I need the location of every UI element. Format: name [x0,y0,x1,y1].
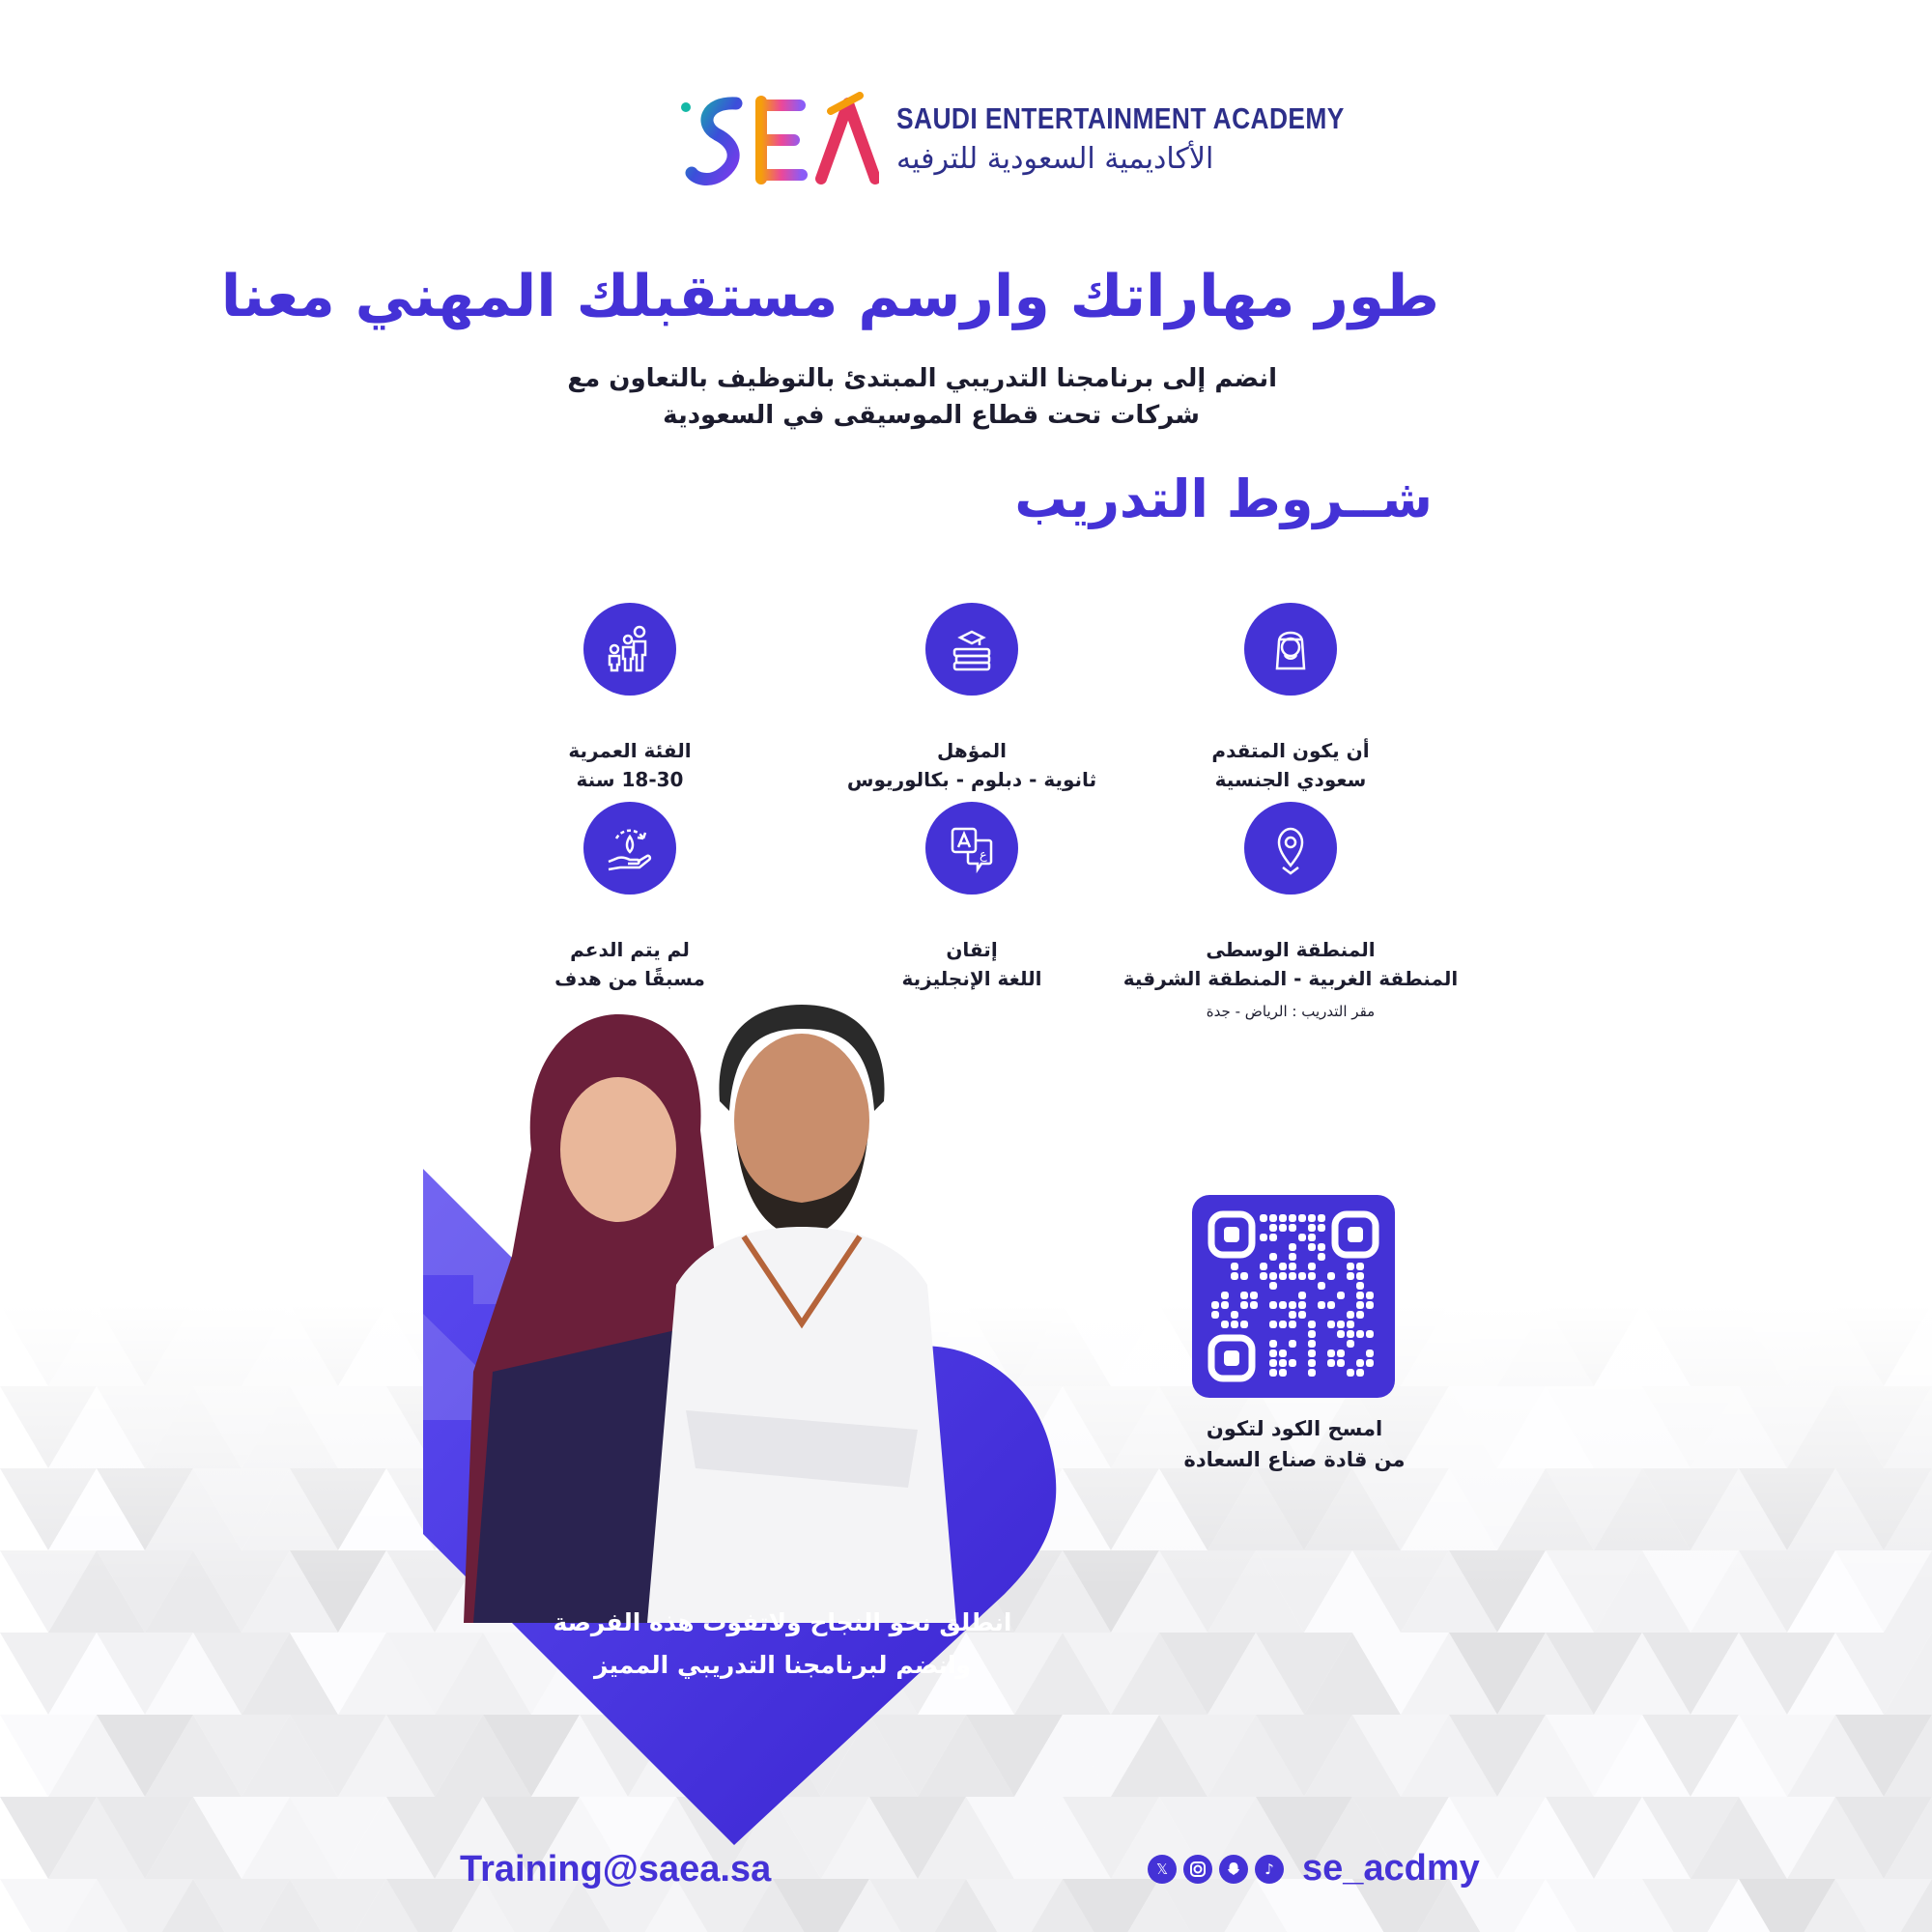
qr-module [1279,1359,1287,1367]
qr-module [1289,1311,1296,1319]
qr-module [1269,1282,1277,1290]
qr-module [1356,1359,1364,1367]
qr-module [1356,1272,1364,1280]
qr-module [1289,1224,1296,1232]
qr-module [1318,1282,1325,1290]
hero-call-to-action [541,1602,1024,1687]
qr-module [1279,1263,1287,1270]
qr-module [1308,1340,1316,1348]
qr-caption-line-2: من قادة صناع السعادة [1183,1448,1406,1471]
qr-module [1269,1214,1277,1222]
qr-module [1221,1301,1229,1309]
qr-module [1250,1292,1258,1299]
qr-module [1356,1301,1364,1309]
qr-module [1356,1369,1364,1377]
family-icon [583,603,676,696]
condition-age-value: 18-30 سنة [576,768,684,791]
condition-qualification-title: المؤهل [936,739,1008,762]
qr-module [1308,1263,1316,1270]
qr-module [1231,1321,1238,1328]
intro-text [543,360,1277,434]
qr-module [1289,1359,1296,1367]
qr-module [1347,1340,1354,1348]
qr-module [1327,1321,1335,1328]
trainees-photo [454,1005,1121,1623]
qr-module [1347,1321,1354,1328]
qr-module [1279,1350,1287,1357]
condition-support-title: لم يتم الدعم [570,938,690,961]
condition-qualification [798,603,1146,794]
qr-module [1298,1214,1306,1222]
qr-module [1279,1321,1287,1328]
condition-region-value: المنطقة الغربية - المنطقة الشرقية [1122,967,1459,990]
qr-module [1337,1321,1345,1328]
qr-module [1298,1292,1306,1299]
qr-module [1337,1330,1345,1338]
qr-module [1318,1214,1325,1222]
qr-module [1356,1292,1364,1299]
qr-module [1289,1263,1296,1270]
qr-module [1231,1263,1238,1270]
qr-module [1279,1301,1287,1309]
intro-line-2: شركات تحت قطاع الموسيقى في السعودية [663,401,1200,430]
training-location-note: مقر التدريب : الرياض - جدة [1206,1003,1376,1020]
condition-nationality-value: سعودي الجنسية [1214,768,1367,791]
qr-module [1366,1301,1374,1309]
condition-region-title: المنطقة الوسطى [1206,938,1376,961]
qr-module [1240,1292,1248,1299]
headline: طور مهاراتك وارسم مستقبلك المهني معنا [220,263,1439,330]
condition-english [798,802,1146,993]
qr-module [1260,1234,1267,1241]
education-books-icon [925,603,1018,696]
qr-module [1298,1272,1306,1280]
qr-module [1366,1359,1374,1367]
social-links [1148,1848,1480,1889]
qr-module [1269,1224,1277,1232]
qr-module [1240,1301,1248,1309]
qr-module [1269,1369,1277,1377]
condition-nationality-title: أن يكون المتقدم [1211,739,1370,762]
qr-module [1347,1272,1354,1280]
snapchat-icon[interactable] [1219,1855,1248,1884]
qr-module [1308,1214,1316,1222]
training-conditions-title: شــروط التدريب [1014,469,1433,529]
qr-module [1318,1301,1325,1309]
qr-module [1289,1301,1296,1309]
qr-module [1240,1272,1248,1280]
qr-module [1269,1359,1277,1367]
support-hand-icon [583,802,676,895]
qr-module [1308,1224,1316,1232]
sea-logo-mark [676,92,879,188]
qr-module [1289,1321,1296,1328]
qr-code-pattern [1192,1195,1395,1398]
condition-english-title: إتقان [946,938,998,961]
qr-module [1327,1350,1335,1357]
qr-module [1260,1263,1267,1270]
qr-module [1260,1272,1267,1280]
qr-module [1337,1359,1345,1367]
contact-email[interactable]: Training@saea.sa [460,1849,772,1889]
qr-module [1211,1301,1219,1309]
qr-module [1260,1214,1267,1222]
qr-module [1269,1321,1277,1328]
qr-module [1327,1359,1335,1367]
qr-module [1269,1253,1277,1261]
qr-module [1250,1301,1258,1309]
logo-arabic-name: الأكاديمية السعودية للترفيه [896,142,1214,176]
qr-module [1211,1311,1219,1319]
qr-module [1308,1234,1316,1241]
qr-module [1308,1272,1316,1280]
qr-module [1356,1330,1364,1338]
qr-module [1221,1321,1229,1328]
qr-module [1318,1224,1325,1232]
qr-caption-line-1: امسح الكود لتكون [1206,1417,1383,1440]
qr-module [1289,1214,1296,1222]
qr-module [1308,1359,1316,1367]
qr-module [1279,1214,1287,1222]
qr-caption [1169,1413,1420,1475]
condition-age [456,603,804,794]
academy-logo [676,92,1345,188]
qr-module [1231,1272,1238,1280]
qr-module [1231,1311,1238,1319]
qr-module [1298,1234,1306,1241]
qr-module [1298,1311,1306,1319]
condition-support-value: مسبقًا من هدف [554,967,705,990]
qr-module [1366,1350,1374,1357]
qr-module [1221,1292,1229,1299]
qr-module [1308,1350,1316,1357]
condition-region [1117,802,1464,1020]
qr-module [1318,1243,1325,1251]
condition-nationality [1117,603,1464,794]
tiktok-icon[interactable]: ♪ [1255,1855,1284,1884]
qr-module [1347,1369,1354,1377]
qr-module [1289,1272,1296,1280]
qr-module [1366,1330,1374,1338]
qr-module [1308,1330,1316,1338]
translate-icon [925,802,1018,895]
qr-module [1289,1253,1296,1261]
qr-module [1327,1272,1335,1280]
qr-module [1279,1369,1287,1377]
instagram-icon[interactable] [1183,1855,1212,1884]
qr-module [1298,1301,1306,1309]
qr-module [1347,1330,1354,1338]
saudi-man-icon [1244,603,1337,696]
qr-code[interactable] [1192,1195,1395,1398]
qr-module [1308,1369,1316,1377]
qr-module [1269,1234,1277,1241]
condition-english-value: اللغة الإنجليزية [901,967,1042,990]
qr-module [1366,1292,1374,1299]
condition-age-title: الفئة العمرية [568,739,692,762]
x-icon[interactable]: 𝕏 [1148,1855,1177,1884]
qr-module [1347,1263,1354,1270]
qr-module [1337,1350,1345,1357]
qr-module [1308,1321,1316,1328]
hero-line-1: انطلق نحو النجاح ولاتفوت هذه الفرصة [553,1608,1012,1636]
qr-module [1269,1350,1277,1357]
qr-module [1269,1272,1277,1280]
qr-module [1279,1224,1287,1232]
qr-module [1327,1301,1335,1309]
qr-module [1356,1263,1364,1270]
qr-module [1347,1311,1354,1319]
svg-text:ع: ع [980,848,987,863]
location-pin-icon [1244,802,1337,895]
qr-module [1289,1243,1296,1251]
qr-module [1269,1301,1277,1309]
qr-module [1356,1311,1364,1319]
hero-line-2: وانضم لبرنامجنا التدريبي المميز [594,1651,971,1679]
qr-module [1337,1292,1345,1299]
condition-support [456,802,804,993]
intro-line-1: انضم إلى برنامجنا التدريبي المبتدئ بالتوظيف بالتعاون مع [567,364,1277,393]
social-handle[interactable]: se_acdmy [1302,1848,1480,1889]
qr-module [1240,1321,1248,1328]
logo-english-name: SAUDI ENTERTAINMENT ACADEMY [896,101,1345,135]
qr-module [1289,1340,1296,1348]
qr-module [1269,1340,1277,1348]
qr-module [1356,1282,1364,1290]
qr-module [1318,1253,1325,1261]
condition-qualification-value: ثانوية - دبلوم - بكالوريوس [846,768,1097,791]
qr-module [1308,1243,1316,1251]
qr-module [1279,1272,1287,1280]
